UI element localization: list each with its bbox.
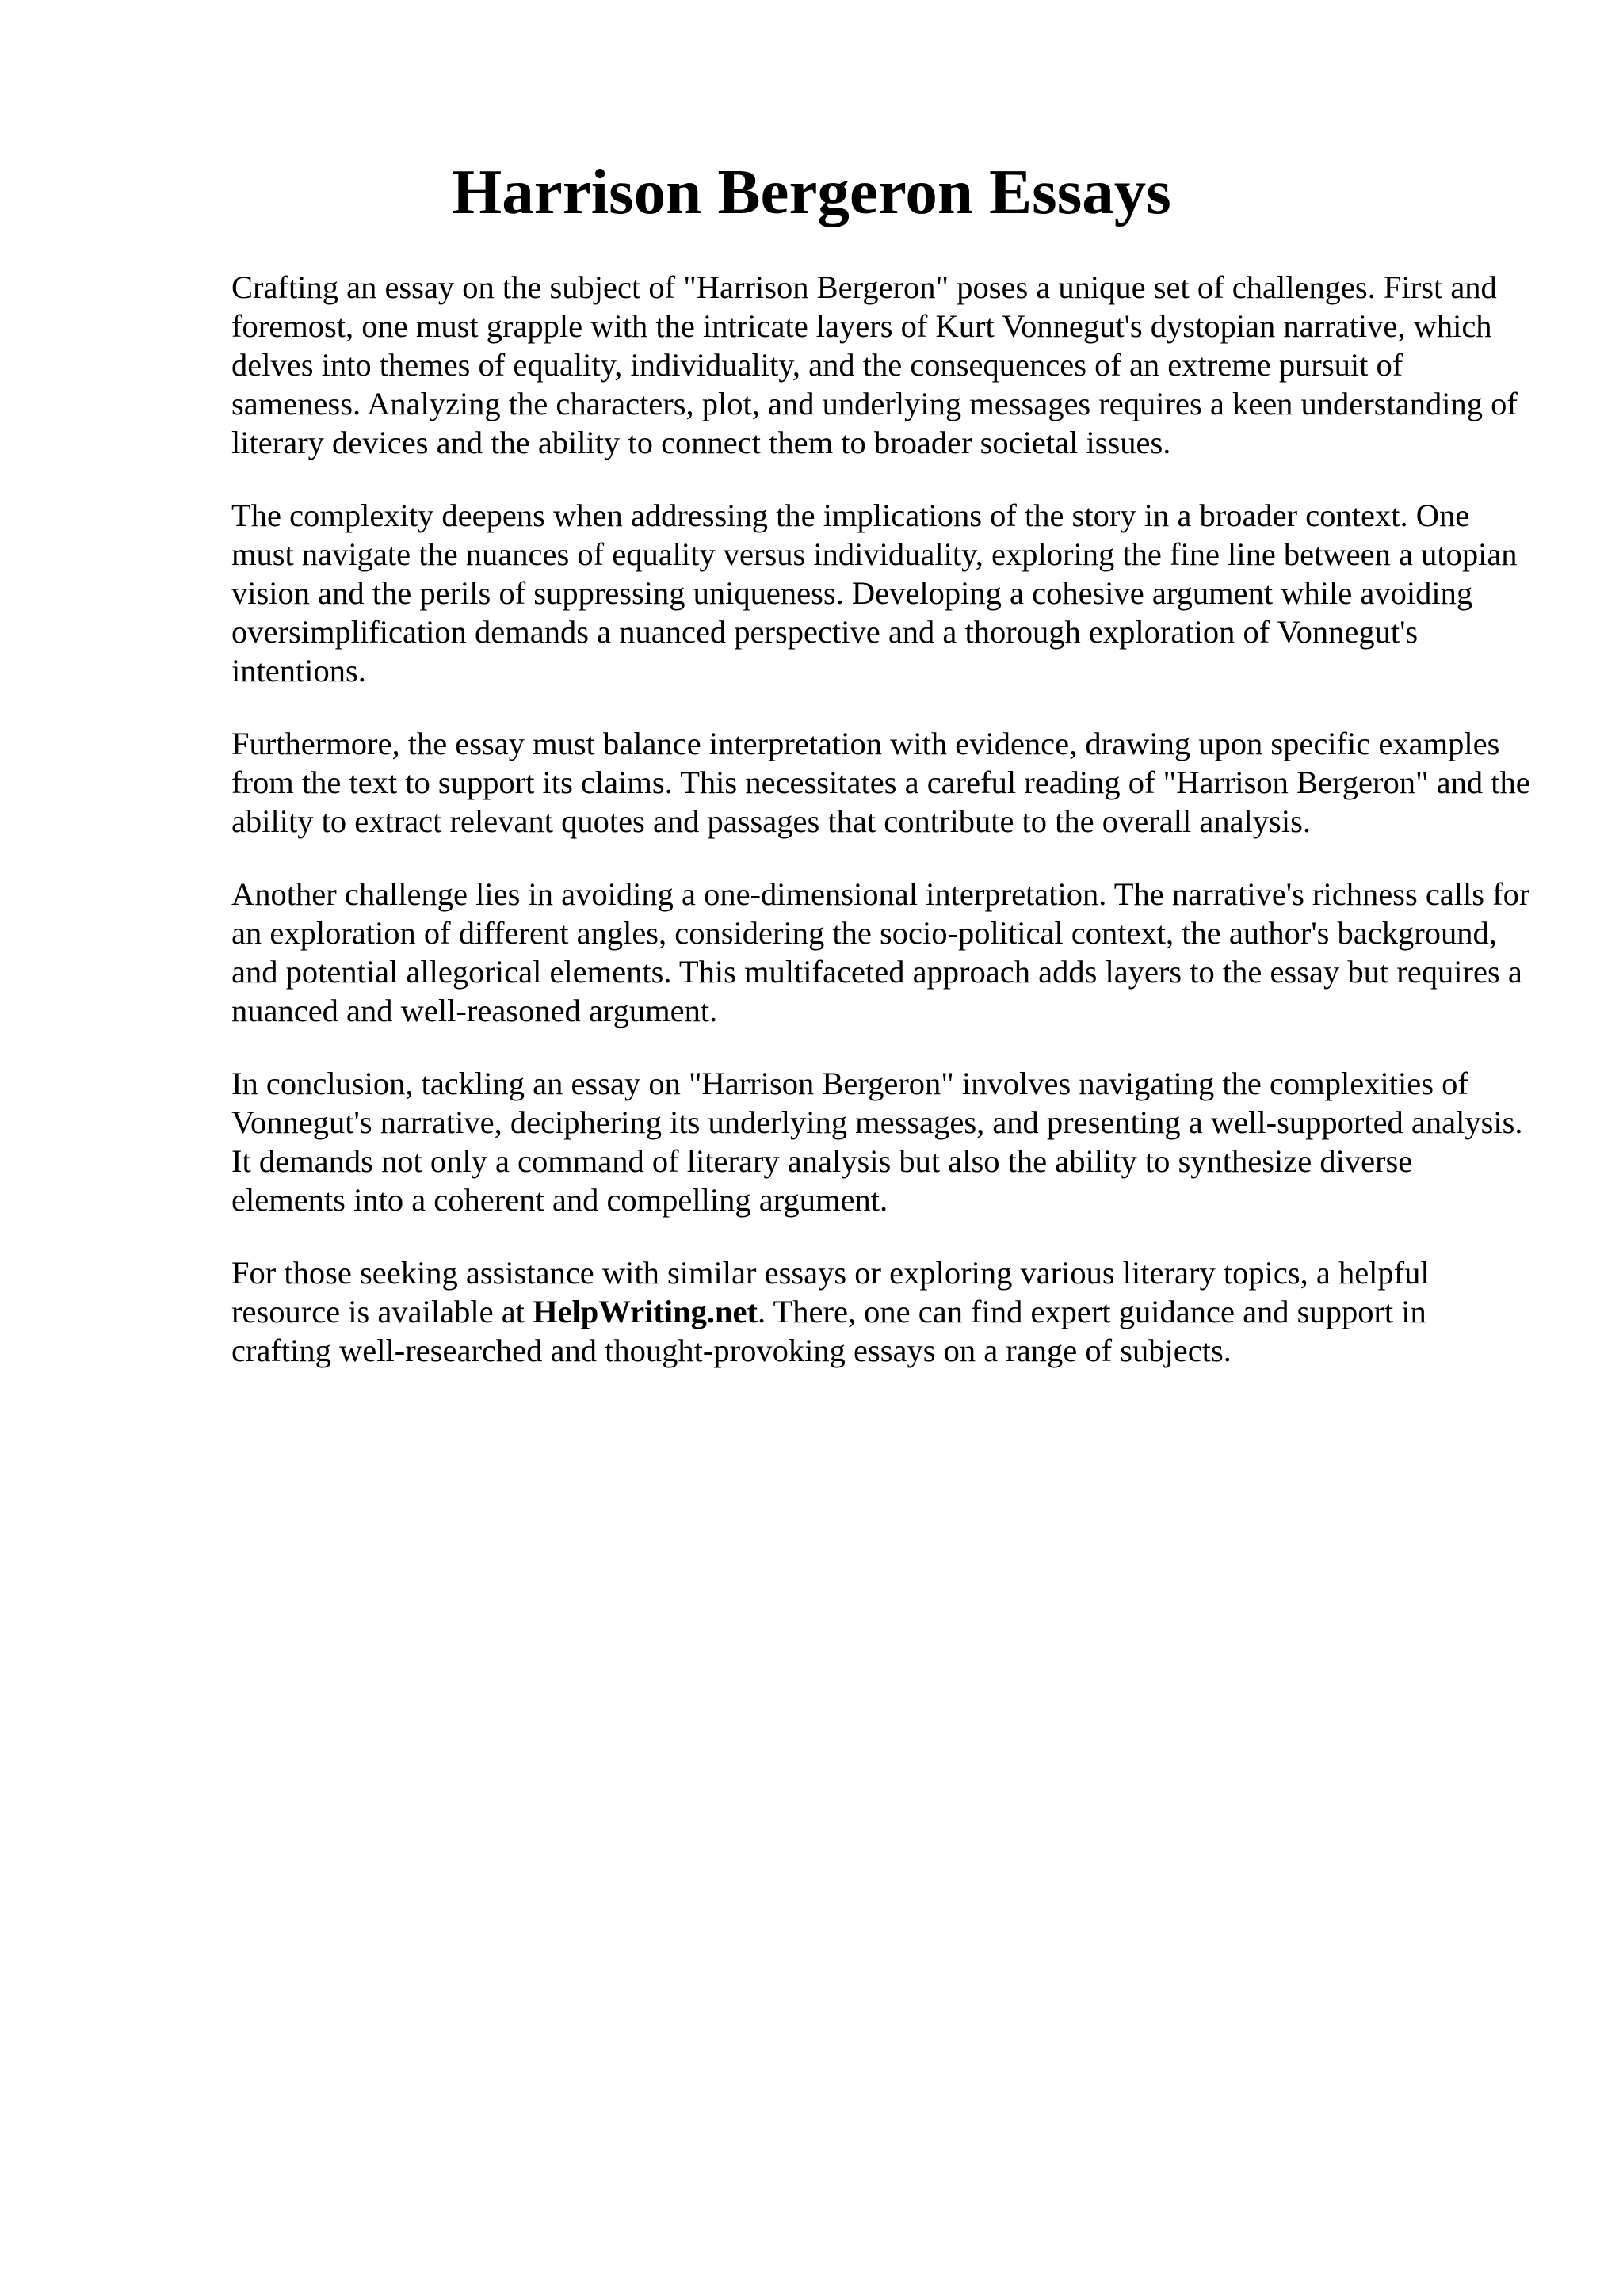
paragraph-2: The complexity deepens when addressing the implications of the story in a broader context. One must navigate the nuances of equality versus individuality, exploring the fine line between a utopian vision and the perils of suppressing uniqueness. Developing a cohesive argument while avoiding oversimplification demands a nuanced perspective and a thorough exploration of Vonnegut's intentions. <box>231 498 1518 688</box>
closing-text-after: . There, one can find expert guidance and support in crafting well-researched and thought-provoking essays on a range of subjects. <box>231 1294 1426 1368</box>
paragraph-3: Furthermore, the essay must balance interpretation with evidence, drawing upon specific examples from the text to support its claims. This necessitates a careful reading of "Harrison Bergeron" and the ability to extract relevant quotes and passages that contribute to the overall analysis. <box>231 726 1530 839</box>
paragraph-5: In conclusion, tackling an essay on "Harrison Bergeron" involves navigating the complexities of Vonnegut's narrative, deciphering its underlying messages, and presenting a well-supported analysis. It demands not only a command of literary analysis but also the ability to synthesize diverse elements into a coherent and compelling argument. <box>231 1066 1523 1218</box>
closing-paragraph <box>231 1253 1531 1370</box>
helpwriting-link[interactable]: HelpWriting.net <box>533 1294 758 1329</box>
page-title: Harrison Bergeron Essays <box>452 156 1171 227</box>
paragraph-1: Crafting an essay on the subject of "Harrison Bergeron" poses a unique set of challenges. First and foremost, one must grapple with the intricate layers of Kurt Vonnegut's dystopian narrative, which delves into themes of equality, individuality, and the consequences of an extreme pursuit of sameness. Analyzing the characters, plot, and underlying messages requires a keen understanding of literary devices and the ability to connect them to broader societal issues. <box>231 269 1518 460</box>
essay-body <box>231 268 1531 1404</box>
paragraph-4: Another challenge lies in avoiding a one-dimensional interpretation. The narrative's richness calls for an exploration of different angles, considering the socio-political context, the author's background, and potential allegorical elements. This multifaceted approach adds layers to the essay but requires a nuanced and well-reasoned argument. <box>231 876 1530 1028</box>
closing-text-before: For those seeking assistance with similar essays or exploring various literary topics, a helpful resource is available at <box>231 1255 1430 1329</box>
